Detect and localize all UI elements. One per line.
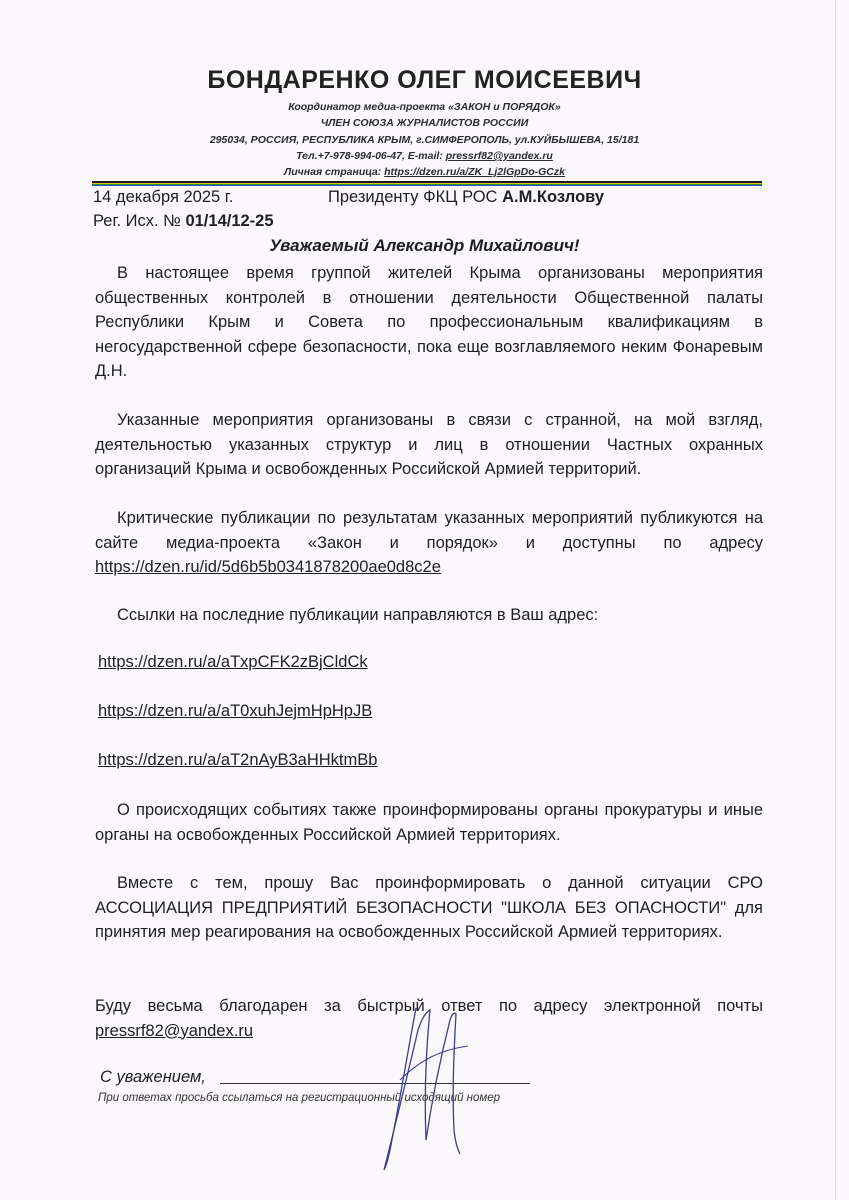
- publication-link-3[interactable]: https://dzen.ru/a/aT2nAyB3aHHktmBb: [98, 751, 378, 769]
- recipient: [328, 188, 604, 207]
- page-label: Личная страница:: [284, 166, 385, 178]
- paragraph-3-text: Критические публикации по результатам указанных мероприятий публикуются на сайте медиа-проекта «Закон и порядок» и доступны по адресу: [95, 509, 763, 552]
- header-email-link[interactable]: pressrf82@yandex.ru: [445, 150, 553, 162]
- paragraph-4: Ссылки на последние публикации направляются в Ваш адрес:: [117, 606, 599, 624]
- reg-value: 01/14/12-25: [185, 212, 274, 230]
- phone-text: Тел.+7-978-994-06-47, E-mail:: [296, 150, 446, 162]
- paragraph-2: Указанные мероприятия организованы в связи с странной, на мой взгляд, деятельностью указанных структур и лиц в отношении Частных охранных организаций Крыма и освобожденных Российской Армией территорий.: [95, 411, 763, 478]
- paragraph-6: Вместе с тем, прошу Вас проинформировать о данной ситуации СРО АССОЦИАЦИЯ ПРЕДПРИЯТИЙ БЕЗОПАСНОСТИ "ШКОЛА БЕЗ ОПАСНОСТИ" для принятия мер реагирования на освобожденных Российской Армией территориях.: [95, 874, 763, 941]
- author-role: Координатор медиа-проекта «ЗАКОН и ПОРЯДОК»: [288, 101, 561, 113]
- author-address: 295034, РОССИЯ, РЕСПУБЛИКА КРЫМ, г.СИМФЕРОПОЛЬ, ул.КУЙБЫШЕВА, 15/181: [209, 134, 640, 146]
- letter-date: 14 декабря 2025 г.: [93, 188, 234, 206]
- recipient-title: Президенту ФКЦ РОС: [328, 188, 503, 206]
- reg-label: Рег. Исх. №: [93, 212, 186, 230]
- author-page: [0, 166, 849, 178]
- paragraph-3: [95, 506, 763, 580]
- paragraph-5: О происходящих событиях также проинформированы органы прокуратуры и иные органы на освобожденных Российской Армией территориях.: [95, 801, 763, 844]
- paragraph-1: В настоящее время группой жителей Крыма организованы мероприятия общественных контролей в отношении деятельности Общественной палаты Республики Крым и Совета по профессиональным квалификациям в негосударственной сфере безопасности, пока еще возглавляемого неким Фонаревым Д.Н.: [95, 264, 763, 380]
- page-edge-line: [835, 0, 836, 1200]
- paragraph-7-text: Буду весьма благодарен за быстрый ответ по адресу электронной почты: [95, 997, 763, 1015]
- author-membership: ЧЛЕН СОЮЗА ЖУРНАЛИСТОВ РОССИИ: [320, 117, 529, 129]
- header-page-link[interactable]: https://dzen.ru/a/ZK_Lj2lGpDo-GCzk: [384, 166, 565, 178]
- greeting: Уважаемый Александр Михайлович!: [269, 236, 580, 255]
- recipient-name: А.М.Козлову: [502, 188, 605, 206]
- footnote: При ответах просьба ссылаться на регистрационный исходящий номер: [98, 1092, 501, 1104]
- reply-email-link[interactable]: pressrf82@yandex.ru: [95, 1021, 253, 1040]
- publication-link-2[interactable]: https://dzen.ru/a/aT0xuhJejmHpHpJB: [98, 702, 373, 720]
- closing-text: С уважением,: [100, 1068, 206, 1086]
- publication-link-1[interactable]: https://dzen.ru/a/aTxpCFK2zBjCldCk: [98, 653, 368, 671]
- author-name: БОНДАРЕНКО ОЛЕГ МОИСЕЕВИЧ: [207, 66, 642, 94]
- handwritten-signature: [360, 990, 480, 1180]
- author-contacts: [0, 150, 849, 162]
- header-rule-blue: [92, 185, 762, 186]
- reg-number: [93, 212, 274, 231]
- zen-channel-link[interactable]: https://dzen.ru/id/5d6b5b0341878200ae0d8c2e: [95, 558, 441, 576]
